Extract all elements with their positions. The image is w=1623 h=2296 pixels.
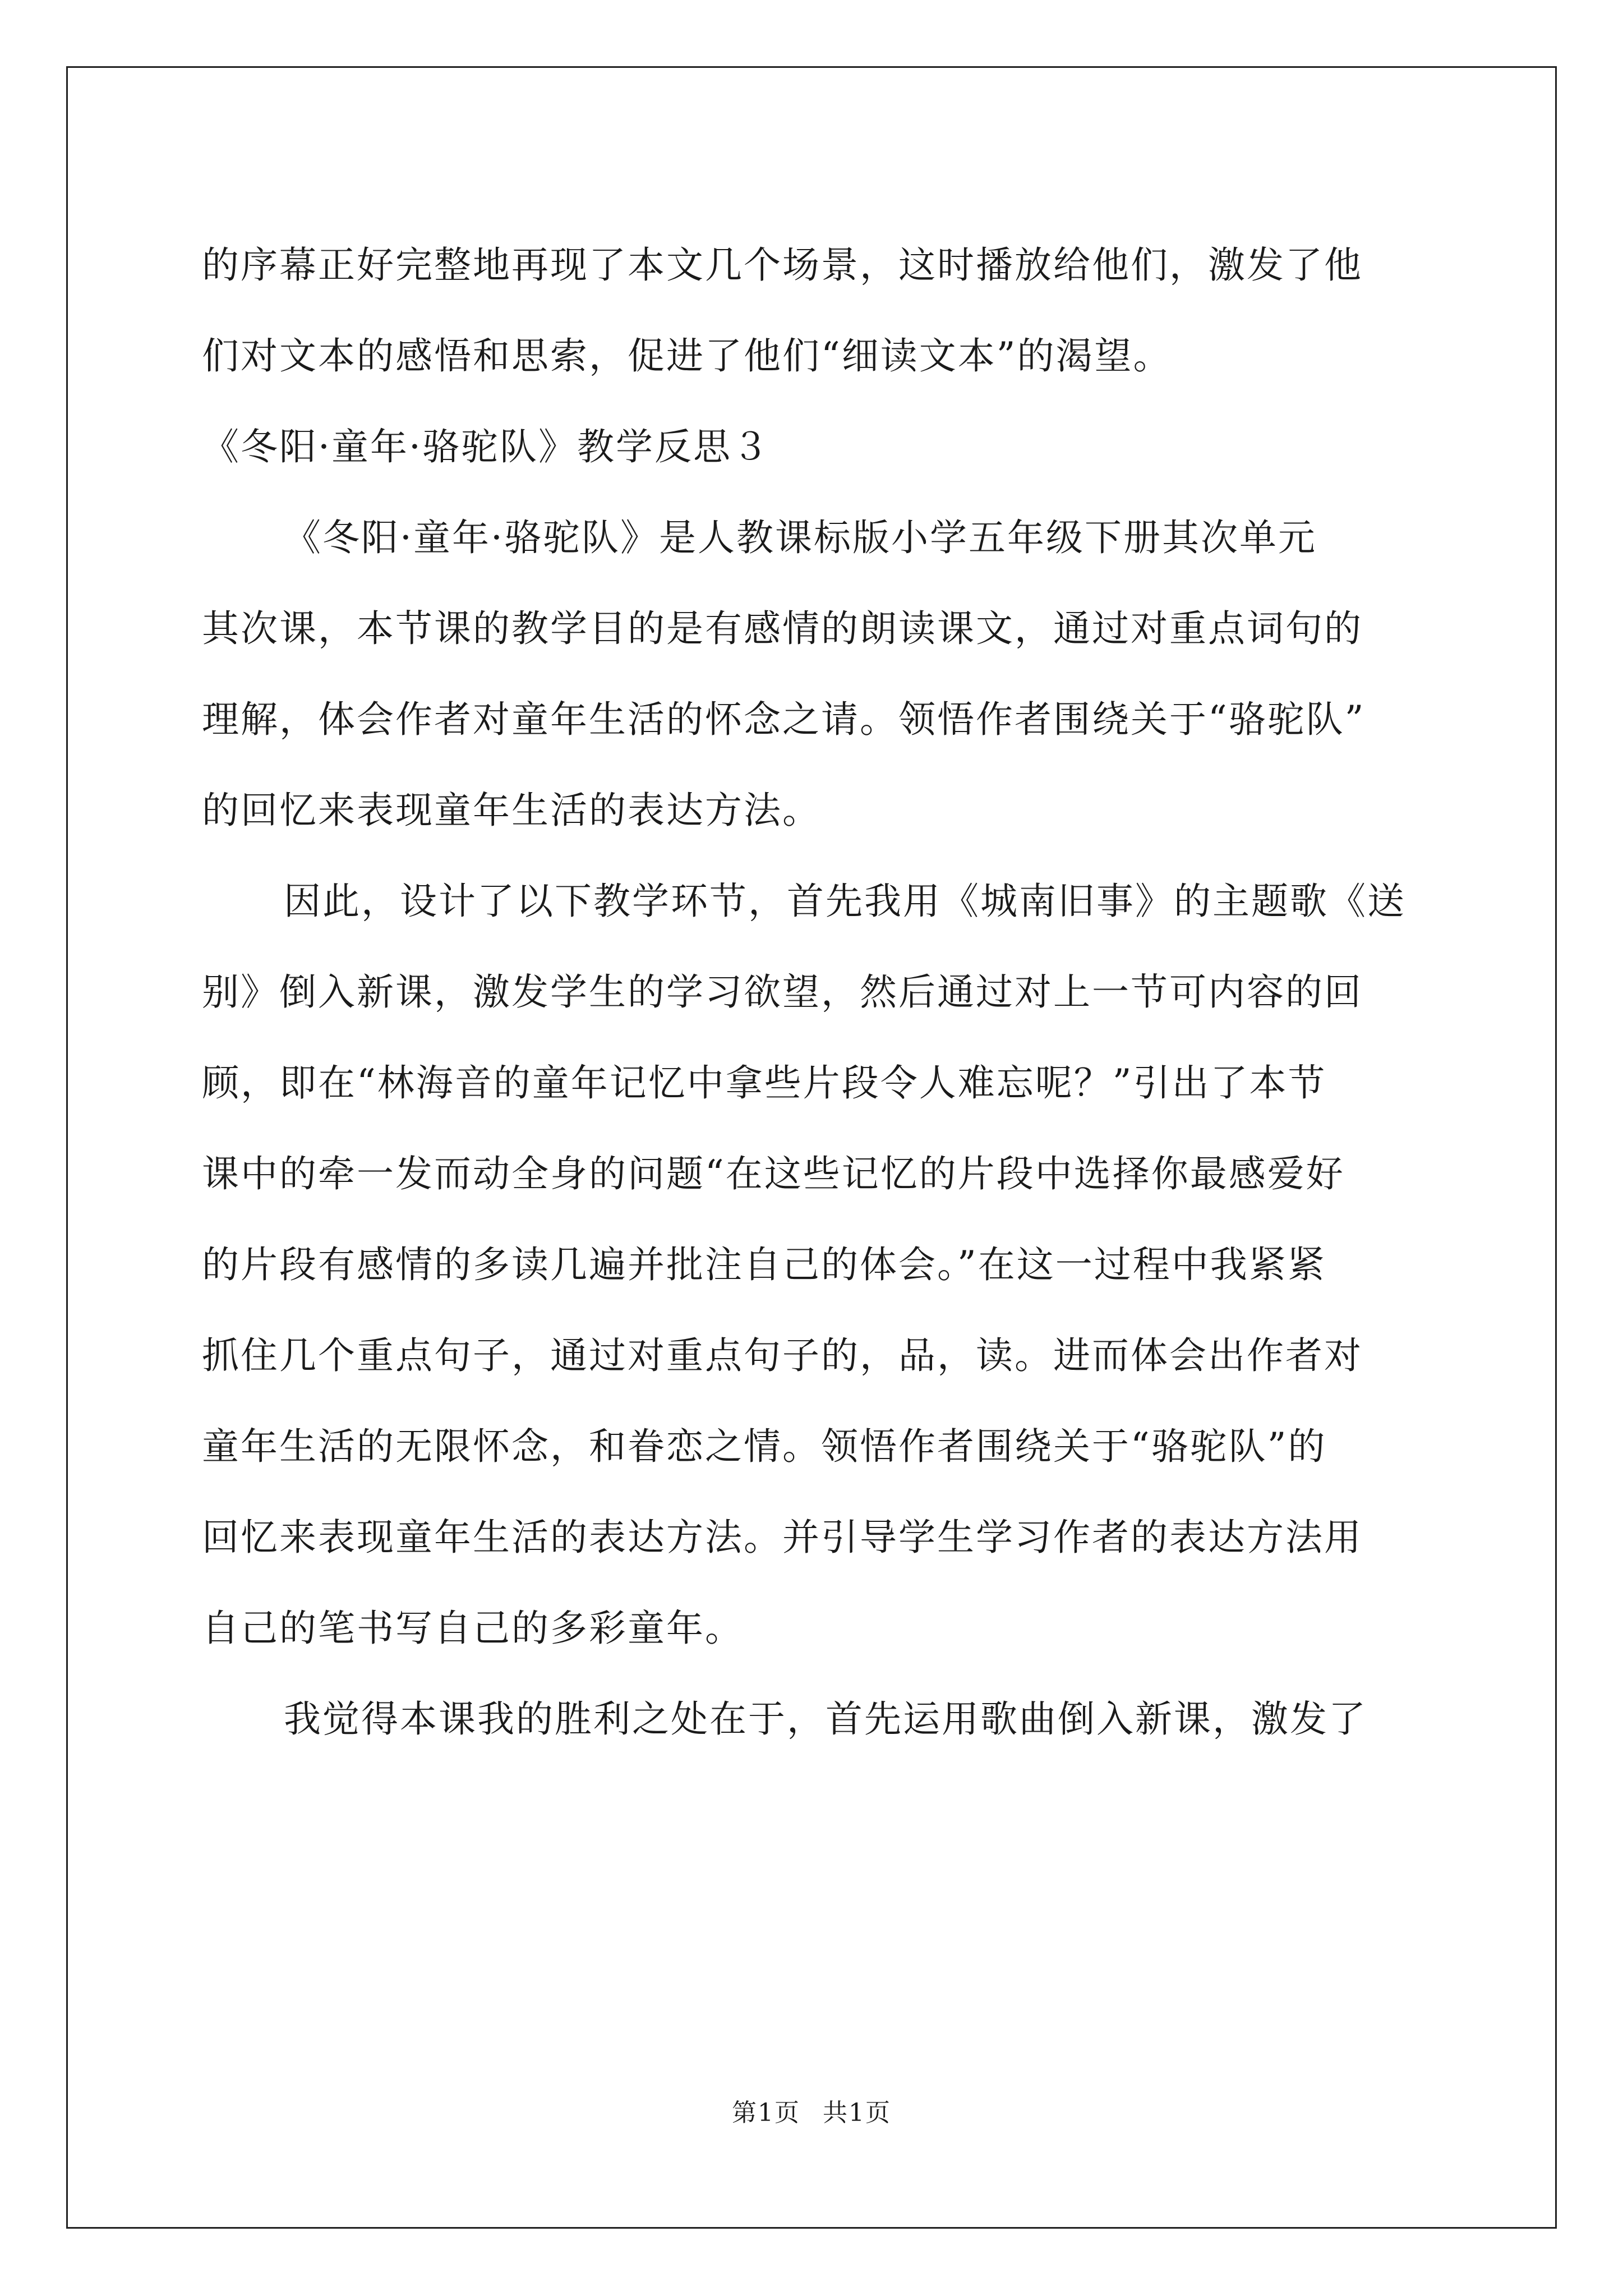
- text-line: 回忆来表现童年生活的表达方法。并引导学生学习作者的表达方法用: [202, 1516, 1363, 1559]
- page-number: 第1页: [732, 2099, 800, 2127]
- text-line: 的片段有感情的多读几遍并批注自己的体会。”在这一过程中我紧紧: [202, 1243, 1326, 1286]
- section-heading: 《冬阳·童年·骆驼队》教学反思３: [202, 425, 771, 468]
- text-line: 的序幕正好完整地再现了本文几个场景，这时播放给他们，激发了他: [202, 243, 1363, 287]
- page-total: 共1页: [823, 2099, 891, 2127]
- text-line: 的回忆来表现童年生活的表达方法。: [202, 789, 821, 832]
- text-line: 顾，即在“林海音的童年记忆中拿些片段令人难忘呢？”引出了本节: [202, 1061, 1327, 1105]
- text-line: 因此，设计了以下教学环节，首先我用《城南旧事》的主题歌《送: [284, 880, 1406, 923]
- text-line: 《冬阳·童年·骆驼队》是人教课标版小学五年级下册其次单元: [284, 516, 1317, 559]
- text-line: 我觉得本课我的胜利之处在于，首先运用歌曲倒入新课，激发了: [284, 1697, 1367, 1741]
- text-line: 理解，体会作者对童年生活的怀念之请。领悟作者围绕关于“骆驼队”: [202, 698, 1366, 741]
- text-line: 自己的笔书写自己的多彩童年。: [202, 1607, 744, 1650]
- text-line: 别》倒入新课，激发学生的学习欲望，然后通过对上一节可内容的回: [202, 970, 1363, 1014]
- document-body: [202, 220, 1424, 1765]
- text-line: 们对文本的感悟和思索，促进了他们“细读文本”的渴望。: [202, 334, 1172, 378]
- text-line: 童年生活的无限怀念，和眷恋之情。领悟作者围绕关于“骆驼队”的: [202, 1425, 1327, 1468]
- text-line: 抓住几个重点句子，通过对重点句子的，品，读。进而体会出作者对: [202, 1334, 1363, 1377]
- text-line: 课中的牵一发而动全身的问题“在这些记忆的片段中选择你最感爱好: [202, 1152, 1345, 1195]
- text-line: 其次课，本节课的教学目的是有感情的朗读课文，通过对重点词句的: [202, 607, 1363, 650]
- page-footer: [0, 2092, 1623, 2128]
